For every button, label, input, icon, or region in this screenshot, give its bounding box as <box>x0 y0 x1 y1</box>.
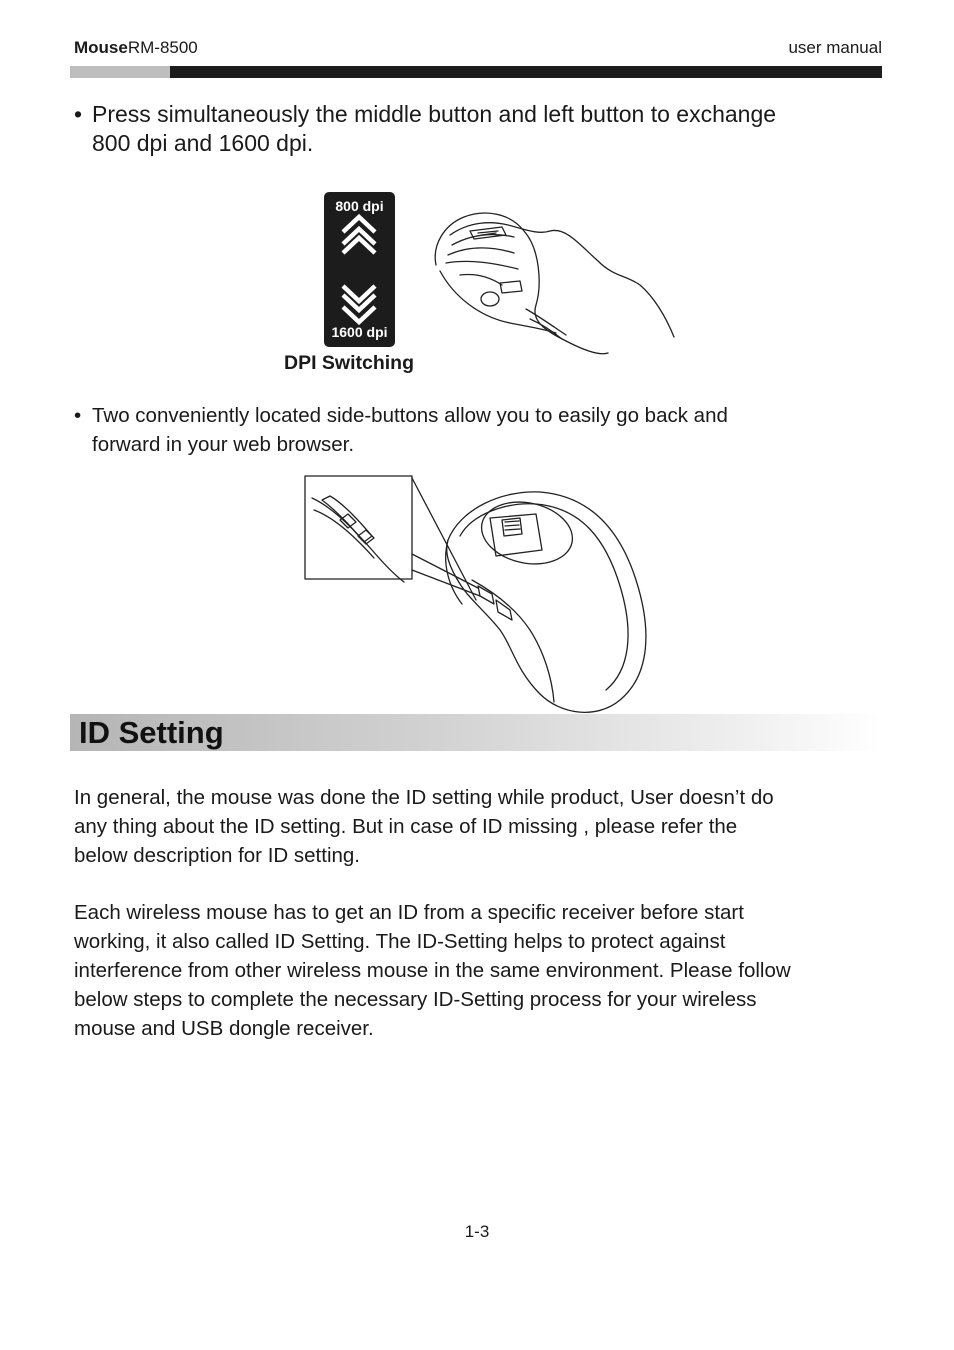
header-rule-accent <box>70 66 170 78</box>
paragraph-line: any thing about the ID setting. But in case of ID missing , please refer the <box>74 815 738 838</box>
dpi-switch-badge <box>324 192 395 347</box>
paragraph-line: interference from other wireless mouse in the same environment. Please follow <box>74 959 791 982</box>
header-rule <box>70 66 882 78</box>
hand-on-mouse-illustration <box>430 205 680 360</box>
paragraph-line: mouse and USB dongle receiver. <box>74 1017 374 1040</box>
bullet-dot: • <box>74 404 82 427</box>
bullet-side-buttons <box>74 401 864 459</box>
bullet-line: Press simultaneously the middle button and left button to exchange <box>92 101 777 127</box>
bullet-line: 800 dpi and 1600 dpi. <box>92 130 314 156</box>
dpi-1600-label: 1600 dpi <box>331 324 388 340</box>
side-buttons-illustration <box>300 470 660 716</box>
product-name: MouseRM-8500 <box>74 38 198 57</box>
bullet-line: Two conveniently located side-buttons allow you to easily go back and <box>92 404 728 427</box>
section-title: ID Setting <box>79 715 224 750</box>
section-header-bar <box>70 714 882 751</box>
page-number: 1-3 <box>464 1222 490 1241</box>
bullet-dot: • <box>74 101 83 127</box>
paragraph-line: In general, the mouse was done the ID setting while product, User doesn’t do <box>74 786 774 809</box>
dpi-figure-caption: DPI Switching <box>284 352 415 374</box>
paragraph-line: Each wireless mouse has to get an ID from a specific receiver before start <box>74 901 744 924</box>
paragraph-line: below steps to complete the necessary ID-Setting process for your wireless <box>74 988 757 1011</box>
paragraph-line: below description for ID setting. <box>74 844 360 867</box>
paragraph-line: working, it also called ID Setting. The ID-Setting helps to protect against <box>74 930 726 953</box>
bullet-line: forward in your web browser. <box>92 433 355 456</box>
document-type: user manual <box>788 38 882 57</box>
dpi-800-label: 800 dpi <box>335 198 384 214</box>
paragraph-id-setting-detail <box>74 898 874 1043</box>
paragraph-id-setting-intro <box>74 783 874 870</box>
page-header <box>74 38 882 60</box>
bullet-dpi-switch <box>74 100 864 158</box>
